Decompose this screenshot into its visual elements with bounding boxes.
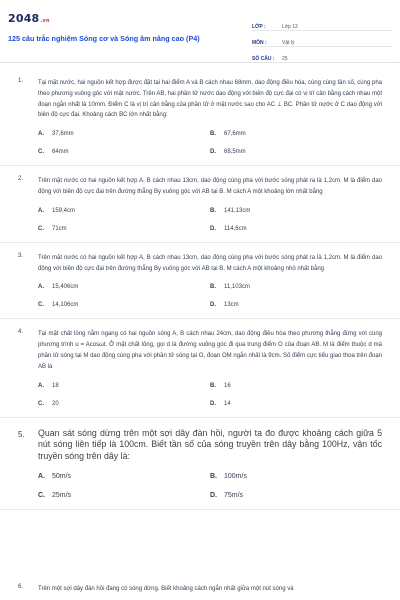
- question-item: [0, 78, 400, 166]
- option-letter: B.: [210, 284, 216, 291]
- option-d[interactable]: [210, 149, 382, 155]
- question-text: Quan sát sóng dừng trên một sợi dây đàn hồi, người ta đo được khoảng cách giữa 5 nút sóng liên tiếp là 100cm. Biết tần số của sóng truyền trên dây bằng 100Hz, vận tốc truyền sóng trên dây là:: [38, 427, 382, 462]
- meta-value: Vật lý: [282, 40, 295, 46]
- option-value: 67,6mm: [224, 131, 246, 138]
- option-a[interactable]: [38, 473, 210, 480]
- option-value: 100m/s: [224, 472, 247, 480]
- option-a[interactable]: [38, 383, 210, 389]
- question-item: [0, 243, 400, 320]
- question-number: 2.: [18, 176, 24, 183]
- options-group: [38, 131, 382, 155]
- option-letter: D.: [210, 491, 217, 499]
- option-value: 25m/s: [52, 491, 72, 499]
- meta-label: MÔN :: [252, 40, 267, 46]
- option-letter: C.: [38, 302, 44, 309]
- meta-value: 25: [282, 56, 288, 62]
- option-b[interactable]: [210, 131, 382, 137]
- option-letter: A.: [38, 382, 44, 389]
- option-value: 68,5mm: [224, 149, 246, 156]
- option-letter: D.: [210, 149, 216, 156]
- option-value: 20: [52, 400, 59, 407]
- option-letter: B.: [210, 207, 216, 214]
- option-letter: A.: [38, 284, 44, 291]
- question-item-cut: [0, 584, 400, 595]
- meta-row-class: [252, 16, 392, 31]
- meta-label: LỚP :: [252, 24, 266, 30]
- option-letter: D.: [210, 400, 216, 407]
- document-title: 125 câu trắc nghiệm Sóng cơ và Sóng âm nâng cao (P4): [8, 34, 200, 43]
- option-b[interactable]: [210, 208, 382, 214]
- options-group: [38, 383, 382, 407]
- question-number: 6.: [18, 584, 24, 590]
- option-d[interactable]: [210, 302, 382, 308]
- options-group: [38, 208, 382, 232]
- option-letter: D.: [210, 225, 216, 232]
- question-text: Tại mặt nước, hai nguồn kết hợp được đặt tại hai điểm A và B cách nhau 68mm, dao động điều hòa, cùng cùng tần số, cùng pha theo phương vuông góc với mặt nước. Trên AB, hai phần tử nước dao động với biên độ cực đại có vị trí cân bằng cách nhau một đoạn ngắn nhất là 10mm. Điểm C là vị trí cân bằng của phần tử ở mặt nước sao cho AC ⊥ BC. Phần tử nước ở C dao động với biên độ cực đại. Khoảng cách BC lớn nhất bằng:: [38, 80, 382, 119]
- meta-label: SỐ CÂU :: [252, 56, 275, 62]
- meta-info: [252, 16, 392, 64]
- option-letter: D.: [210, 302, 216, 309]
- question-text: Trên một sợi dây đàn hồi đang có sóng dừng. Biết khoảng cách ngắn nhất giữa một nút sóng và: [38, 586, 294, 592]
- option-value: 16: [224, 382, 231, 389]
- option-letter: A.: [38, 472, 45, 480]
- question-text: Trên mặt nước có hai nguồn kết hợp A, B cách nhau 13cm, dao động cùng pha với bước sóng phát ra là 1,2cm. M là điểm dao động với biên độ cực đại trên đường thẳng By vuông góc với AB tại B. M cách A một khoảng lớn nhất bằng: [38, 178, 382, 195]
- meta-value: Lớp 12: [282, 24, 298, 30]
- logo-sub-text: .vn: [40, 18, 50, 24]
- option-value: 159,4cm: [52, 207, 76, 214]
- question-number: 4.: [18, 329, 24, 336]
- question-item: [0, 584, 400, 595]
- option-value: 141,13cm: [224, 207, 251, 214]
- option-value: 71cm: [52, 225, 67, 232]
- options-group: [38, 473, 382, 499]
- logo-main-text: 2048: [8, 12, 40, 25]
- document-header: [0, 0, 400, 63]
- option-c[interactable]: [38, 149, 210, 155]
- option-a[interactable]: [38, 131, 210, 137]
- option-letter: A.: [38, 131, 44, 138]
- option-b[interactable]: [210, 284, 382, 290]
- option-value: 18: [52, 382, 59, 389]
- question-number: 1.: [18, 78, 24, 84]
- option-value: 13cm: [224, 302, 239, 309]
- option-letter: C.: [38, 225, 44, 232]
- site-logo[interactable]: [8, 12, 50, 25]
- question-number: 3.: [18, 252, 24, 259]
- question-text: Trên mặt nước có hai nguồn kết hợp A, B cách nhau 13cm, dao động cùng pha với bước sóng phát ra là 1,2cm. M là điểm dao động với biên độ cực đại trên đường thẳng By vuông góc với AB tại B. M cách A một khoảng nhỏ nhất bằng: [38, 254, 382, 272]
- option-value: 14,106cm: [52, 302, 79, 309]
- option-value: 114,6cm: [224, 225, 247, 232]
- option-value: 64mm: [52, 149, 69, 156]
- option-letter: B.: [210, 382, 216, 389]
- meta-row-count: [252, 48, 392, 63]
- option-c[interactable]: [38, 401, 210, 407]
- question-item: [0, 319, 400, 417]
- option-value: 50m/s: [52, 472, 72, 480]
- option-c[interactable]: [38, 492, 210, 499]
- option-letter: A.: [38, 207, 44, 214]
- option-d[interactable]: [210, 492, 382, 499]
- option-a[interactable]: [38, 208, 210, 214]
- option-d[interactable]: [210, 226, 382, 232]
- option-letter: C.: [38, 400, 44, 407]
- option-b[interactable]: [210, 473, 382, 480]
- option-value: 37,6mm: [52, 131, 74, 138]
- option-value: 14: [224, 400, 231, 407]
- option-b[interactable]: [210, 383, 382, 389]
- option-d[interactable]: [210, 401, 382, 407]
- options-group: [38, 284, 382, 308]
- option-c[interactable]: [38, 226, 210, 232]
- option-c[interactable]: [38, 302, 210, 308]
- option-letter: C.: [38, 491, 45, 499]
- option-value: 15,406cm: [52, 284, 79, 291]
- question-text: Tại mặt chất lỏng nằm ngang có hai nguồn sóng A, B cách nhau 24cm, dao động điều hòa theo phương thẳng đứng với cùng phương trình u = Acosωt. Ở mặt chất lỏng, gọi d là đường vuông góc đi qua trung điểm O của đoạn AB. M là điểm thuộc d mà phần tử sóng tại M dao động cùng pha với phần tử sóng tại O, đoạn OM ngắn nhất là 9cm. Số điểm cực tiểu giao thoa trên đoạn AB là: [38, 331, 382, 370]
- option-a[interactable]: [38, 284, 210, 290]
- question-list: [0, 72, 400, 510]
- question-number: 5.: [18, 429, 25, 439]
- option-letter: B.: [210, 131, 216, 138]
- question-item: [0, 166, 400, 243]
- option-letter: C.: [38, 149, 44, 156]
- option-value: 11,103cm: [224, 284, 250, 291]
- option-value: 75m/s: [224, 491, 244, 499]
- meta-row-subject: [252, 32, 392, 47]
- question-item: [0, 418, 400, 510]
- option-letter: B.: [210, 472, 217, 480]
